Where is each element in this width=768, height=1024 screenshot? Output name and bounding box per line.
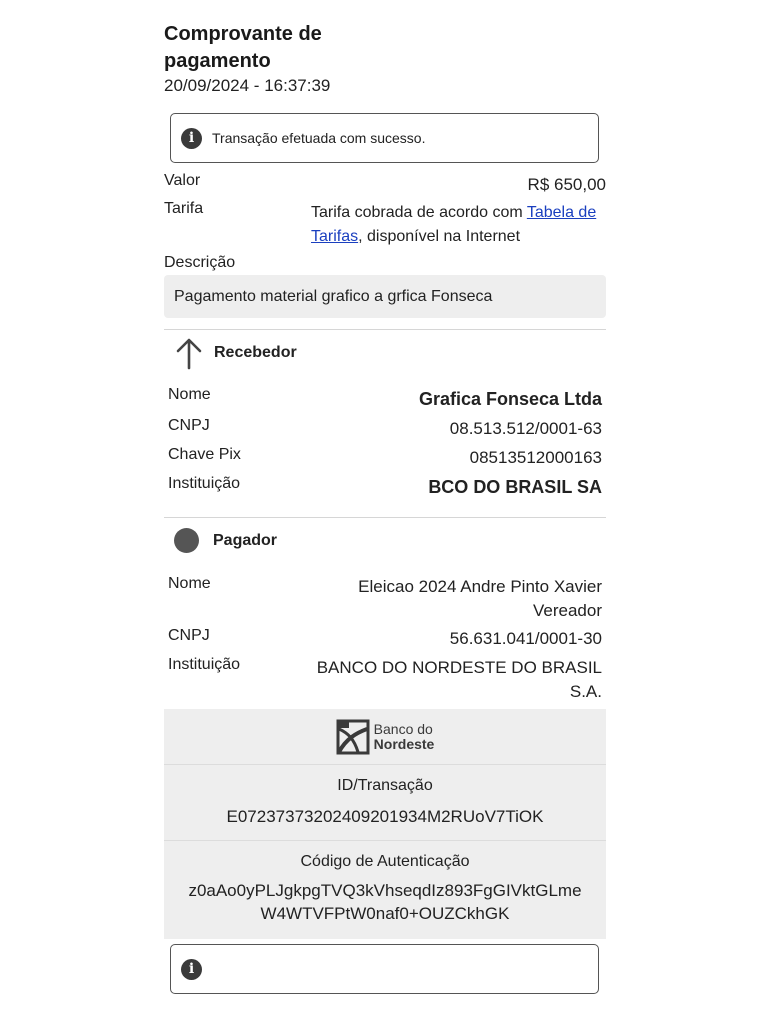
bank-logo-line1: Banco do [373, 720, 433, 737]
pagador-nome-value-line1: Eleicao 2024 Andre Pinto Xavier [358, 577, 602, 596]
recebedor-nome-value: Grafica Fonseca Ltda [418, 389, 602, 409]
pagador-instituicao-label: Instituição [168, 656, 241, 673]
circle-icon [174, 528, 199, 553]
recebedor-chave-row [168, 446, 602, 470]
recebedor-nome-label: Nome [168, 386, 211, 403]
valor-label: Valor [164, 172, 201, 189]
info-icon: i [181, 128, 202, 149]
descricao-row [164, 254, 606, 274]
pagador-cnpj-label: CNPJ [168, 627, 210, 644]
recebedor-instituicao-label: Instituição [168, 475, 241, 492]
receipt-timestamp: 20/09/2024 - 16:37:39 [164, 76, 331, 95]
valor-row [164, 172, 606, 196]
auth-code-block [164, 841, 606, 939]
pagador-nome-row [168, 575, 602, 625]
pagador-heading-label: Pagador [213, 531, 278, 549]
transaction-id-block [164, 765, 606, 841]
auth-code-line2: W4WTVFPtW0naf0+OUZCkhGK [260, 904, 510, 923]
descricao-label: Descrição [164, 254, 236, 271]
info-alert [170, 944, 599, 994]
recebedor-chave-value: 08513512000163 [469, 448, 602, 467]
recebedor-cnpj-row [168, 417, 602, 441]
bank-logo [164, 709, 606, 765]
transaction-id-label: ID/Transação [337, 777, 433, 794]
auth-code-value [164, 879, 606, 925]
recebedor-heading [174, 336, 297, 370]
auth-code-line1: z0aAo0yPLJgkpgTVQ3kVhseqdIz893FgGIVktGLme [188, 881, 582, 900]
banco-do-nordeste-logo-icon [336, 719, 370, 755]
bank-logo-text [374, 722, 435, 752]
pagador-nome-label: Nome [168, 575, 211, 592]
auth-code-label: Código de Autenticação [300, 853, 470, 870]
info-icon: i [181, 959, 202, 980]
descricao-value: Pagamento material grafico a grfica Fonseca [164, 275, 606, 318]
bank-logo-line2: Nordeste [373, 735, 435, 752]
pagador-heading [174, 528, 277, 553]
divider [164, 329, 606, 330]
recebedor-instituicao-value: BCO DO BRASIL SA [428, 477, 602, 497]
success-alert [170, 113, 599, 163]
transaction-footer [164, 709, 606, 939]
success-alert-message: Transação efetuada com sucesso. [212, 130, 426, 146]
page-title: Comprovante de pagamento [164, 23, 322, 72]
tarifa-row [164, 200, 606, 250]
pagador-cnpj-row [168, 627, 602, 651]
recebedor-nome-row [168, 386, 602, 414]
tarifa-text-after: , disponível na Internet [358, 228, 521, 245]
tarifa-description [311, 201, 606, 249]
pagador-instituicao-row [168, 656, 602, 706]
recebedor-chave-label: Chave Pix [168, 446, 241, 463]
recebedor-instituicao-row [168, 475, 602, 503]
transaction-id-value: E07237373202409201934M2RUoV7TiOK [226, 807, 544, 826]
pagador-nome-value-line2: Vereador [533, 601, 602, 620]
recebedor-cnpj-value: 08.513.512/0001-63 [449, 419, 602, 438]
arrow-up-icon [174, 336, 204, 370]
tarifa-label: Tarifa [164, 200, 204, 217]
recebedor-cnpj-label: CNPJ [168, 417, 210, 434]
pagador-instituicao-value-line2: S.A. [569, 682, 602, 701]
valor-value: R$ 650,00 [527, 175, 606, 194]
pagador-instituicao-value-line1: BANCO DO NORDESTE DO BRASIL [316, 658, 602, 677]
tarifa-text-before: Tarifa cobrada de acordo com [311, 204, 527, 221]
recebedor-heading-label: Recebedor [214, 344, 297, 361]
pagador-cnpj-value: 56.631.041/0001-30 [449, 629, 602, 648]
divider [164, 517, 606, 518]
tabela-de-tarifas-link[interactable]: Tabela de Tarifas [311, 204, 597, 245]
